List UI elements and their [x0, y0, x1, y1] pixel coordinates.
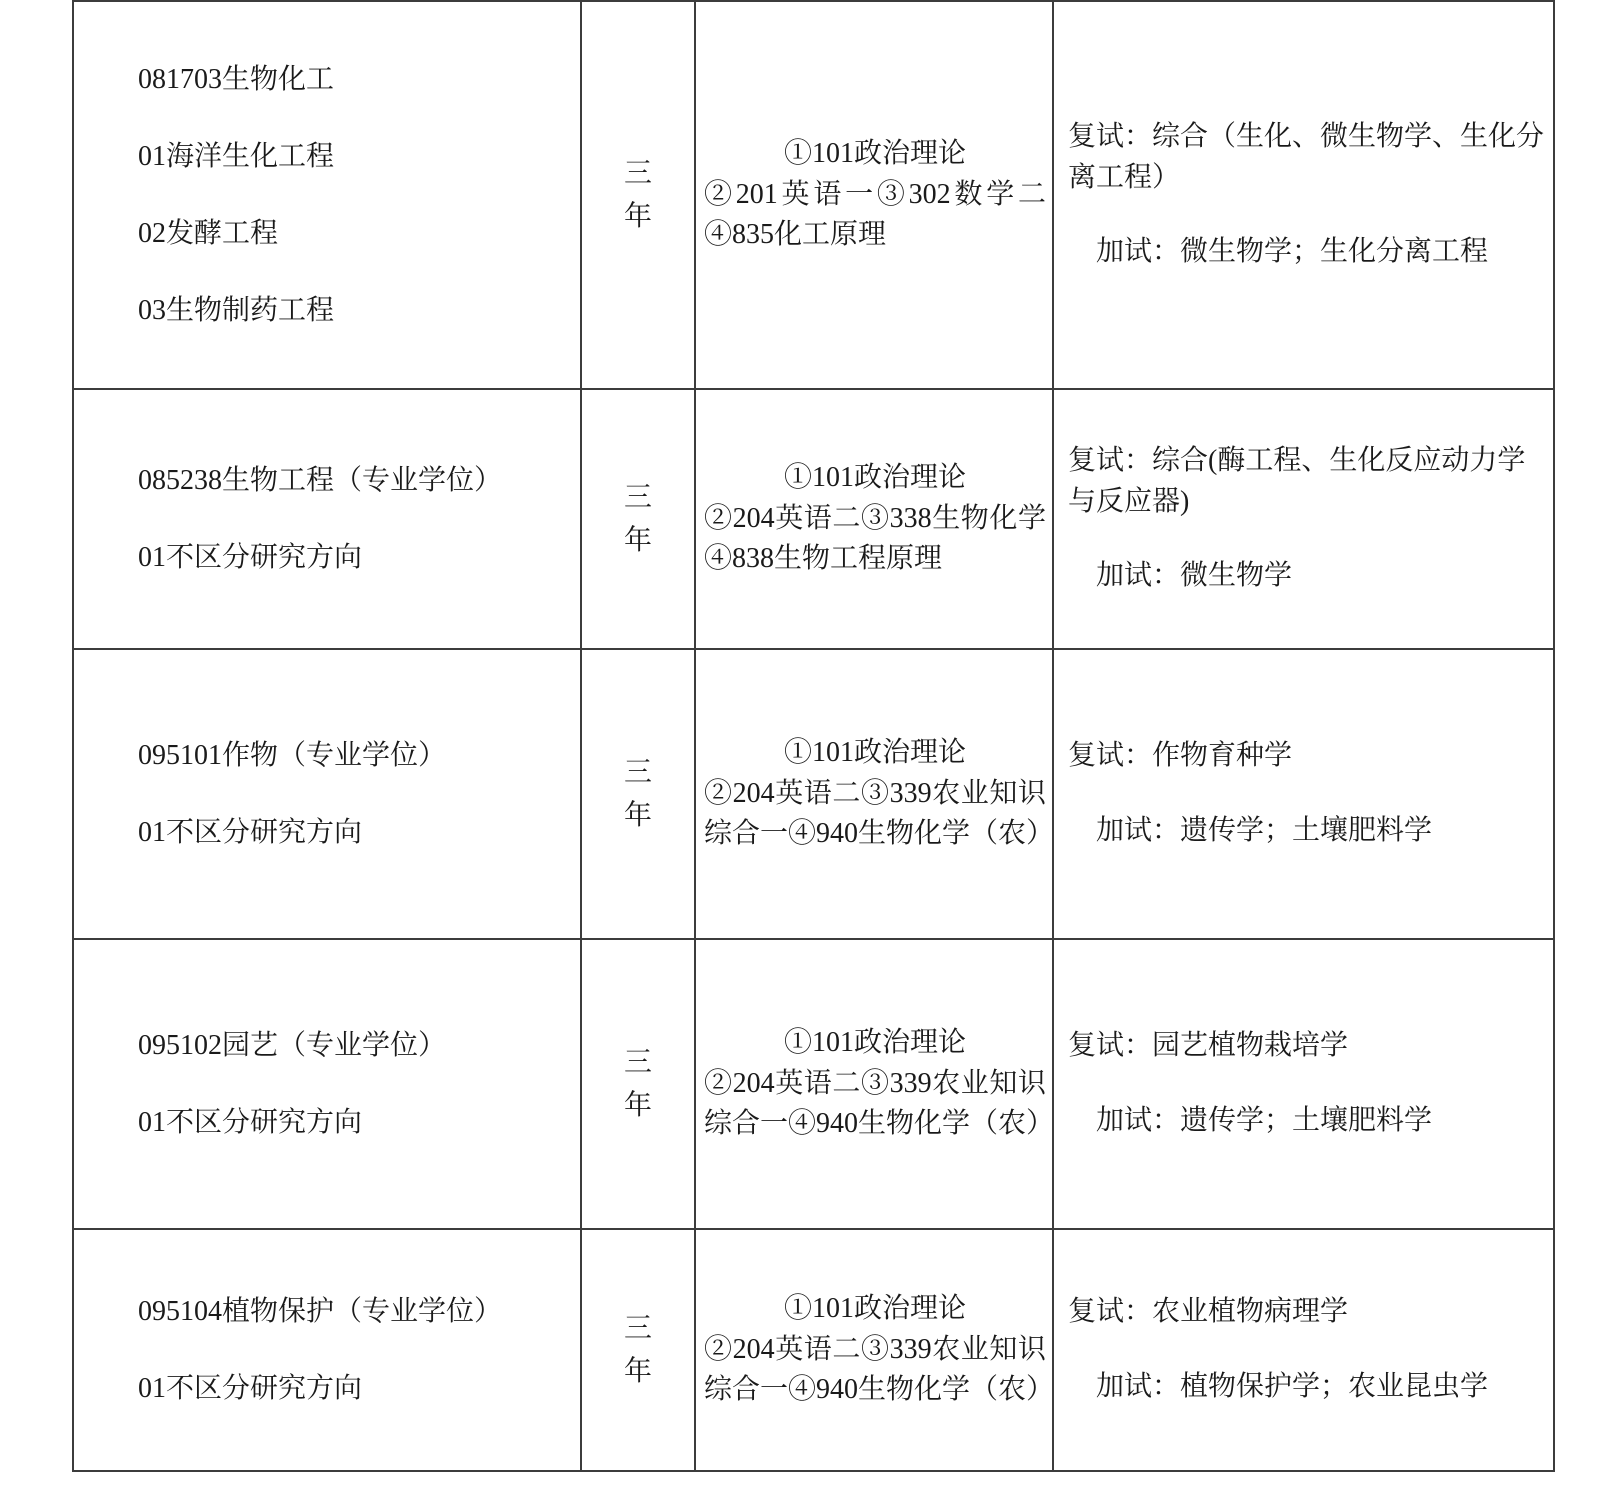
retest-subjects-cell — [1053, 1, 1554, 389]
retest-line: 复试：农业植物病理学 — [1068, 1296, 1349, 1328]
exam-subject-first: ①101政治理论 — [783, 1293, 966, 1325]
research-direction: 03生物制药工程 — [138, 295, 335, 327]
major-code-title: 081703生物化工 — [138, 63, 335, 95]
research-direction: 02发酵工程 — [138, 218, 279, 249]
exam-subject-rest: ②204英语二③339农业知识综合一④940生物化学（农） — [704, 1067, 1055, 1140]
exam-subjects-cell — [695, 649, 1053, 939]
study-years-value: 三年 — [624, 1046, 653, 1121]
study-years-value: 三年 — [624, 157, 653, 232]
exam-subject-rest: ②204英语二③339农业知识综合一④940生物化学（农） — [704, 1333, 1055, 1406]
major-code-title: 095101作物（专业学位） — [138, 739, 447, 771]
study-years-value: 三年 — [624, 756, 653, 831]
table-row — [73, 1, 1554, 389]
study-years-cell — [581, 939, 695, 1229]
study-years-cell — [581, 649, 695, 939]
retest-subjects-cell — [1053, 1229, 1554, 1471]
exam-subjects-cell — [695, 939, 1053, 1229]
retest-subjects-cell — [1053, 939, 1554, 1229]
retest-line: 复试：园艺植物栽培学 — [1068, 1030, 1349, 1062]
research-direction: 01不区分研究方向 — [138, 1373, 363, 1404]
major-cell — [73, 389, 581, 649]
research-direction: 01不区分研究方向 — [138, 817, 363, 848]
study-years-cell — [581, 1, 695, 389]
retest-line: 复试：作物育种学 — [1068, 740, 1293, 772]
research-direction: 01不区分研究方向 — [138, 1107, 363, 1138]
table-row — [73, 389, 1554, 649]
major-code-title: 095102园艺（专业学位） — [138, 1029, 447, 1061]
additional-test-line: 加试：遗传学；土壤肥料学 — [1096, 815, 1433, 846]
table-row — [73, 1229, 1554, 1471]
major-cell — [73, 939, 581, 1229]
retest-line: 复试：综合（生化、微生物学、生化分离工程） — [1068, 121, 1545, 193]
exam-subjects-cell — [695, 1, 1053, 389]
exam-subject-rest: ②201英语一③302数学二④835化工原理 — [704, 178, 1046, 251]
exam-subject-first: ①101政治理论 — [783, 462, 966, 494]
exam-subject-rest: ②204英语二③339农业知识综合一④940生物化学（农） — [704, 777, 1055, 850]
major-cell — [73, 1229, 581, 1471]
retest-subjects-cell — [1053, 389, 1554, 649]
major-code-title: 095104植物保护（专业学位） — [138, 1295, 503, 1327]
exam-subject-first: ①101政治理论 — [783, 737, 966, 769]
table-row — [73, 649, 1554, 939]
exam-subject-first: ①101政治理论 — [783, 138, 966, 170]
study-years-value: 三年 — [624, 1312, 653, 1387]
retest-subjects-cell — [1053, 649, 1554, 939]
major-cell — [73, 1, 581, 389]
exam-subjects-cell — [695, 389, 1053, 649]
research-direction: 01不区分研究方向 — [138, 542, 363, 573]
exam-subject-first: ①101政治理论 — [783, 1027, 966, 1059]
additional-test-line: 加试：植物保护学；农业昆虫学 — [1096, 1371, 1489, 1402]
additional-test-line: 加试：遗传学；土壤肥料学 — [1096, 1105, 1433, 1136]
major-cell — [73, 649, 581, 939]
additional-test-line: 加试：微生物学 — [1096, 560, 1293, 592]
study-years-value: 三年 — [624, 481, 653, 556]
exam-subjects-cell — [695, 1229, 1053, 1471]
retest-line: 复试：综合(酶工程、生化反应动力学与反应器) — [1068, 445, 1526, 517]
exam-subject-rest: ②204英语二③338生物化学④838生物工程原理 — [704, 502, 1046, 575]
major-code-title: 085238生物工程（专业学位） — [138, 464, 503, 496]
admission-catalog-table — [72, 0, 1555, 1472]
study-years-cell — [581, 1229, 695, 1471]
additional-test-line: 加试：微生物学；生化分离工程 — [1096, 236, 1489, 268]
study-years-cell — [581, 389, 695, 649]
table-row — [73, 939, 1554, 1229]
research-direction: 01海洋生化工程 — [138, 140, 335, 172]
